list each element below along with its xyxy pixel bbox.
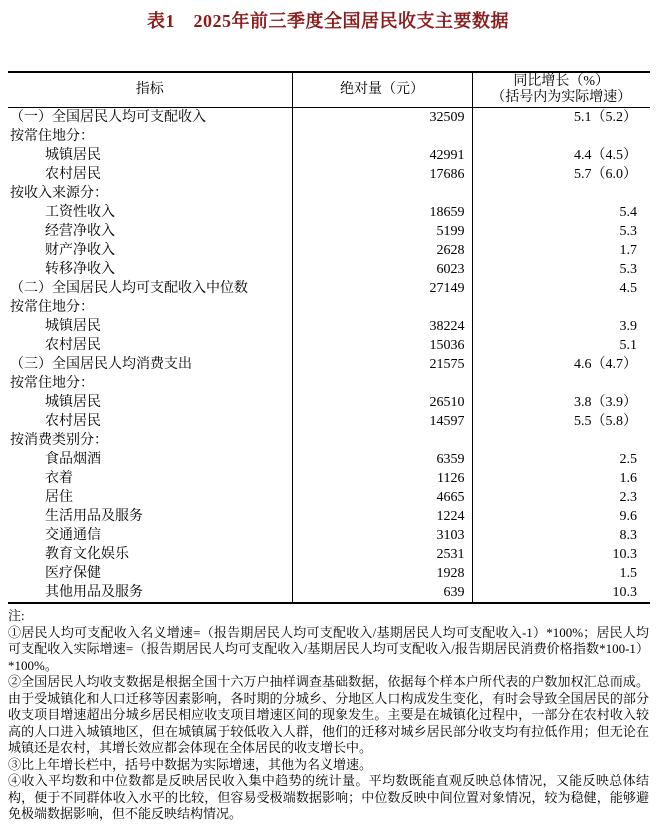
table-row xyxy=(8,488,650,507)
indicator-cell: 经营净收入 xyxy=(45,224,115,239)
table-row xyxy=(8,317,650,336)
absolute-amount-cell xyxy=(292,374,472,393)
table-row xyxy=(8,146,650,165)
absolute-amount-cell: 32509 xyxy=(292,108,472,128)
table-row xyxy=(8,127,650,146)
note-item-4: ④收入平均数和中位数都是反映居民收入集中趋势的统计量。平均数既能直观反映总体情况，又能反映总体结构，便于不同群体收入水平的比较，但容易受极端数据影响；中位数反映中间位置对象情况，较为稳健，能够避免极端数据影响，但不能反映结构情况。 xyxy=(8,773,649,821)
header-yoy-growth-line2: （括号内为实际增速） xyxy=(491,90,632,105)
growth-cell: 8.3 xyxy=(472,526,650,545)
absolute-amount-cell xyxy=(292,127,472,146)
indicator-cell: 食品烟酒 xyxy=(45,452,101,467)
table-row xyxy=(8,374,650,393)
growth-cell: 2.5 xyxy=(472,450,650,469)
indicator-cell: 农村居民 xyxy=(45,167,101,182)
table-row xyxy=(8,583,650,603)
table-row xyxy=(8,545,650,564)
header-absolute-amount: 绝对量（元） xyxy=(292,72,472,108)
indicator-cell: （二）全国居民人均可支配收入中位数 xyxy=(10,281,248,296)
table-row xyxy=(8,165,650,184)
growth-cell: 10.3 xyxy=(472,545,650,564)
table-row xyxy=(8,260,650,279)
indicator-cell: 教育文化娱乐 xyxy=(45,547,129,562)
absolute-amount-cell: 6359 xyxy=(292,450,472,469)
absolute-amount-cell: 2531 xyxy=(292,545,472,564)
absolute-amount-cell: 26510 xyxy=(292,393,472,412)
growth-cell: 4.5 xyxy=(472,279,650,298)
indicator-cell: 按常住地分： xyxy=(10,376,94,391)
indicator-cell: 工资性收入 xyxy=(45,205,115,220)
absolute-amount-cell: 1126 xyxy=(292,469,472,488)
indicator-cell: 其他用品及服务 xyxy=(45,585,143,600)
absolute-amount-cell: 6023 xyxy=(292,260,472,279)
growth-cell: 5.3 xyxy=(472,260,650,279)
absolute-amount-cell: 3103 xyxy=(292,526,472,545)
indicator-cell: 生活用品及服务 xyxy=(45,509,143,524)
indicator-cell: 农村居民 xyxy=(45,338,101,353)
indicator-cell: 按消费类别分： xyxy=(10,433,108,448)
absolute-amount-cell: 21575 xyxy=(292,355,472,374)
absolute-amount-cell: 17686 xyxy=(292,165,472,184)
note-item-1: ①居民人均可支配收入名义增速=（报告期居民人均可支配收入/基期居民人均可支配收入-1）*100%；居民人均可支配收入实际增速=（报告期居民人均可支配收入/基期居民人均可支配收入/报告期居民消费价格指数*100-1）*100%。 xyxy=(8,624,649,673)
table-body xyxy=(8,108,650,604)
growth-cell: 3.9 xyxy=(472,317,650,336)
growth-cell: 9.6 xyxy=(472,507,650,526)
table-row xyxy=(8,108,650,128)
absolute-amount-cell: 38224 xyxy=(292,317,472,336)
table-row xyxy=(8,336,650,355)
growth-cell: 1.6 xyxy=(472,469,650,488)
indicator-cell: 医疗保健 xyxy=(45,566,101,581)
table-row xyxy=(8,450,650,469)
indicator-cell: 城镇居民 xyxy=(45,148,101,163)
table-row xyxy=(8,526,650,545)
absolute-amount-cell: 42991 xyxy=(292,146,472,165)
table-row xyxy=(8,298,650,317)
growth-cell: 2.3 xyxy=(472,488,650,507)
growth-cell: 4.4（4.5） xyxy=(472,146,650,165)
income-expenditure-table xyxy=(8,71,650,604)
notes-section xyxy=(8,608,649,823)
absolute-amount-cell: 1928 xyxy=(292,564,472,583)
growth-cell xyxy=(472,374,650,393)
indicator-cell: 衣着 xyxy=(45,471,73,486)
table-row xyxy=(8,203,650,222)
note-item-2: ②全国居民人均收支数据是根据全国十六万户抽样调查基础数据，依据每个样本户所代表的户数加权汇总而成。由于受城镇化和人口迁移等因素影响，各时期的分城乡、分地区人口构成发生变化，有时会导致全国居民的部分收支项目增速超出分城乡居民相应收支项目增速区间的现象发生。主要是在城镇化过程中，一部分在农村收入较高的人口进入城镇地区，但在城镇属于较低收入人群，他们的迁移对城乡居民部分收支均有拉低作用；但无论在城镇还是农村，其增长效应都会体现在全体居民的收支增长中。 xyxy=(8,674,649,755)
absolute-amount-cell: 5199 xyxy=(292,222,472,241)
growth-cell: 5.5（5.8） xyxy=(472,412,650,431)
page xyxy=(0,9,656,833)
growth-cell xyxy=(472,184,650,203)
table-header xyxy=(8,72,650,108)
growth-cell: 5.7（6.0） xyxy=(472,165,650,184)
growth-cell: 4.6（4.7） xyxy=(472,355,650,374)
growth-cell: 1.7 xyxy=(472,241,650,260)
growth-cell xyxy=(472,127,650,146)
table-row xyxy=(8,507,650,526)
absolute-amount-cell xyxy=(292,184,472,203)
indicator-cell: （三）全国居民人均消费支出 xyxy=(10,357,192,372)
header-yoy-growth xyxy=(472,72,650,108)
absolute-amount-cell: 14597 xyxy=(292,412,472,431)
indicator-cell: 按常住地分： xyxy=(10,129,94,144)
note-item-3: ③比上年增长栏中，括号中数据为实际增速，其他为名义增速。 xyxy=(8,756,373,772)
growth-cell: 5.4 xyxy=(472,203,650,222)
header-yoy-growth-line1: 同比增长（%） xyxy=(513,74,610,89)
growth-cell: 3.8（3.9） xyxy=(472,393,650,412)
growth-cell: 5.1（5.2） xyxy=(472,108,650,128)
table-row xyxy=(8,393,650,412)
indicator-cell: 按收入来源分： xyxy=(10,186,108,201)
absolute-amount-cell: 15036 xyxy=(292,336,472,355)
page-title: 表1 2025年前三季度全国居民收支主要数据 xyxy=(147,11,509,31)
table-row xyxy=(8,184,650,203)
indicator-cell: 按常住地分： xyxy=(10,300,94,315)
table-row xyxy=(8,355,650,374)
absolute-amount-cell: 2628 xyxy=(292,241,472,260)
indicator-cell: 城镇居民 xyxy=(45,395,101,410)
table-row xyxy=(8,241,650,260)
absolute-amount-cell xyxy=(292,298,472,317)
growth-cell xyxy=(472,298,650,317)
indicator-cell: 交通通信 xyxy=(45,528,101,543)
table-row xyxy=(8,412,650,431)
notes-label: 注: xyxy=(8,608,25,623)
indicator-cell: 农村居民 xyxy=(45,414,101,429)
absolute-amount-cell: 1224 xyxy=(292,507,472,526)
absolute-amount-cell: 27149 xyxy=(292,279,472,298)
table-row xyxy=(8,222,650,241)
indicator-cell: 财产净收入 xyxy=(45,243,115,258)
growth-cell: 1.5 xyxy=(472,564,650,583)
table-row xyxy=(8,564,650,583)
header-row xyxy=(8,72,650,108)
growth-cell: 5.3 xyxy=(472,222,650,241)
growth-cell: 10.3 xyxy=(472,583,650,603)
absolute-amount-cell: 18659 xyxy=(292,203,472,222)
absolute-amount-cell: 4665 xyxy=(292,488,472,507)
indicator-cell: （一）全国居民人均可支配收入 xyxy=(10,110,206,125)
table-row xyxy=(8,279,650,298)
absolute-amount-cell xyxy=(292,431,472,450)
table-row xyxy=(8,469,650,488)
header-indicator: 指标 xyxy=(8,72,292,108)
growth-cell: 5.1 xyxy=(472,336,650,355)
indicator-cell: 城镇居民 xyxy=(45,319,101,334)
absolute-amount-cell: 639 xyxy=(292,583,472,603)
growth-cell xyxy=(472,431,650,450)
table-row xyxy=(8,431,650,450)
indicator-cell: 转移净收入 xyxy=(45,262,115,277)
indicator-cell: 居住 xyxy=(45,490,73,505)
